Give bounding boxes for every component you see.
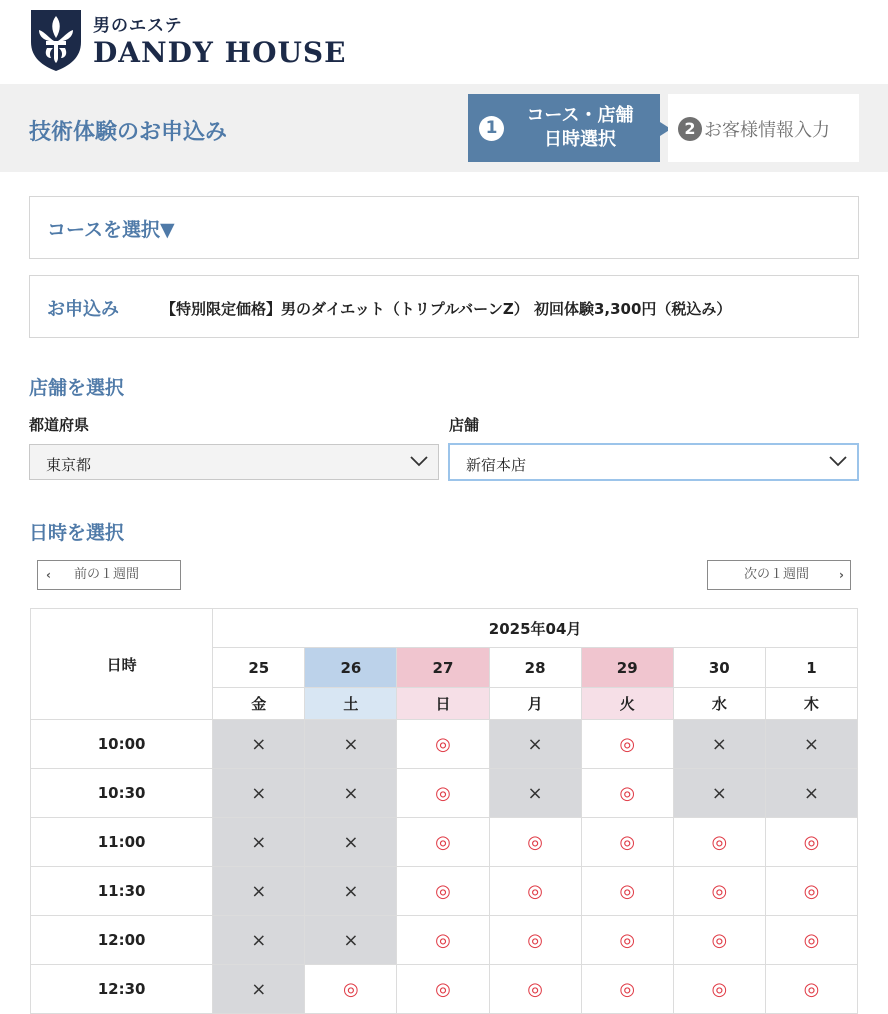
day-date-cell: 27 — [397, 648, 489, 688]
time-label: 11:00 — [31, 818, 213, 867]
available-slot[interactable]: ◎ — [397, 818, 489, 867]
step-1-label — [508, 104, 652, 152]
chevron-right-icon: › — [839, 568, 844, 582]
unavailable-slot: × — [489, 769, 581, 818]
time-slot-row — [31, 769, 858, 818]
day-weekday-cell: 月 — [489, 688, 581, 720]
available-slot[interactable]: ◎ — [397, 965, 489, 1014]
available-slot[interactable]: ◎ — [397, 867, 489, 916]
available-slot[interactable]: ◎ — [765, 818, 857, 867]
day-weekday-cell: 金 — [213, 688, 305, 720]
prefecture-select[interactable] — [29, 444, 439, 480]
prev-week-button[interactable] — [37, 560, 181, 590]
chevron-down-icon — [410, 454, 428, 468]
datetime-header: 日時 — [31, 609, 213, 720]
available-slot[interactable]: ◎ — [581, 916, 673, 965]
unavailable-slot: × — [673, 720, 765, 769]
unavailable-slot: × — [213, 965, 305, 1014]
day-weekday-cell: 土 — [305, 688, 397, 720]
available-slot[interactable]: ◎ — [765, 867, 857, 916]
course-select-toggle[interactable] — [29, 196, 859, 259]
datetime-section-heading: 日時を選択 — [29, 522, 125, 544]
step-2-customer-info — [668, 94, 859, 162]
store-select[interactable] — [448, 443, 859, 481]
prefecture-label: 都道府県 — [29, 416, 90, 434]
time-label: 12:00 — [31, 916, 213, 965]
unavailable-slot: × — [213, 818, 305, 867]
unavailable-slot: × — [673, 769, 765, 818]
time-label: 11:30 — [31, 867, 213, 916]
unavailable-slot: × — [305, 769, 397, 818]
day-date-cell: 1 — [765, 648, 857, 688]
available-slot[interactable]: ◎ — [305, 965, 397, 1014]
next-week-label: 次の１週間 — [744, 567, 810, 582]
available-slot[interactable]: ◎ — [765, 916, 857, 965]
time-slot-row — [31, 720, 858, 769]
available-slot[interactable]: ◎ — [397, 720, 489, 769]
time-slot-row — [31, 818, 858, 867]
unavailable-slot: × — [305, 818, 397, 867]
available-slot[interactable]: ◎ — [489, 965, 581, 1014]
schedule-table — [30, 608, 858, 1014]
unavailable-slot: × — [213, 867, 305, 916]
day-weekday-cell: 水 — [673, 688, 765, 720]
available-slot[interactable]: ◎ — [581, 965, 673, 1014]
available-slot[interactable]: ◎ — [489, 916, 581, 965]
time-slot-row — [31, 916, 858, 965]
day-date-cell: 30 — [673, 648, 765, 688]
application-label: お申込み — [47, 299, 119, 320]
available-slot[interactable]: ◎ — [673, 916, 765, 965]
unavailable-slot: × — [213, 720, 305, 769]
time-slot-row — [31, 867, 858, 916]
page-title: 技術体験のお申込み — [29, 120, 228, 145]
unavailable-slot: × — [213, 916, 305, 965]
step-1-number: 1 — [479, 116, 504, 141]
available-slot[interactable]: ◎ — [489, 818, 581, 867]
month-header: 2025年04月 — [213, 609, 858, 648]
unavailable-slot: × — [213, 769, 305, 818]
brand-tagline: 男のエステ — [93, 16, 183, 36]
store-label: 店舗 — [449, 416, 480, 434]
step-1-label-line2: 日時選択 — [544, 129, 616, 150]
application-value: 【特別限定価格】男のダイエット（トリプルバーンZ） 初回体験3,300円（税込み） — [161, 300, 732, 318]
unavailable-slot: × — [765, 720, 857, 769]
available-slot[interactable]: ◎ — [673, 818, 765, 867]
available-slot[interactable]: ◎ — [581, 720, 673, 769]
day-date-cell: 29 — [581, 648, 673, 688]
unavailable-slot: × — [305, 916, 397, 965]
unavailable-slot: × — [765, 769, 857, 818]
application-summary — [29, 275, 859, 338]
unavailable-slot: × — [305, 867, 397, 916]
site-header — [0, 0, 888, 84]
day-weekday-cell: 火 — [581, 688, 673, 720]
chevron-left-icon: ‹ — [46, 568, 51, 582]
day-date-cell: 25 — [213, 648, 305, 688]
title-band — [0, 84, 888, 172]
available-slot[interactable]: ◎ — [673, 965, 765, 1014]
available-slot[interactable]: ◎ — [581, 867, 673, 916]
step-1-label-line1: コース・店舗 — [526, 105, 634, 126]
fleur-de-lis-shield-icon — [29, 8, 83, 72]
day-weekday-cell: 日 — [397, 688, 489, 720]
day-date-cell: 28 — [489, 648, 581, 688]
available-slot[interactable]: ◎ — [489, 867, 581, 916]
time-slot-row — [31, 965, 858, 1014]
available-slot[interactable]: ◎ — [581, 769, 673, 818]
chevron-down-icon — [829, 454, 847, 468]
prefecture-select-value: 東京都 — [46, 456, 92, 474]
unavailable-slot: × — [489, 720, 581, 769]
time-label: 10:00 — [31, 720, 213, 769]
store-section-heading: 店舗を選択 — [29, 377, 125, 399]
store-select-value: 新宿本店 — [466, 456, 527, 474]
available-slot[interactable]: ◎ — [673, 867, 765, 916]
available-slot[interactable]: ◎ — [581, 818, 673, 867]
available-slot[interactable]: ◎ — [397, 769, 489, 818]
prev-week-label: 前の１週間 — [74, 567, 140, 582]
time-label: 12:30 — [31, 965, 213, 1014]
time-label: 10:30 — [31, 769, 213, 818]
available-slot[interactable]: ◎ — [765, 965, 857, 1014]
day-date-cell: 26 — [305, 648, 397, 688]
available-slot[interactable]: ◎ — [397, 916, 489, 965]
unavailable-slot: × — [305, 720, 397, 769]
brand-name: DANDY HOUSE — [93, 36, 347, 69]
next-week-button[interactable] — [707, 560, 851, 590]
step-2-label: お客様情報入力 — [704, 120, 830, 141]
step-2-number: 2 — [678, 117, 702, 141]
day-weekday-cell: 木 — [765, 688, 857, 720]
step-1-course-store-datetime — [468, 94, 660, 162]
course-select-label: コースを選択▼ — [47, 219, 175, 241]
